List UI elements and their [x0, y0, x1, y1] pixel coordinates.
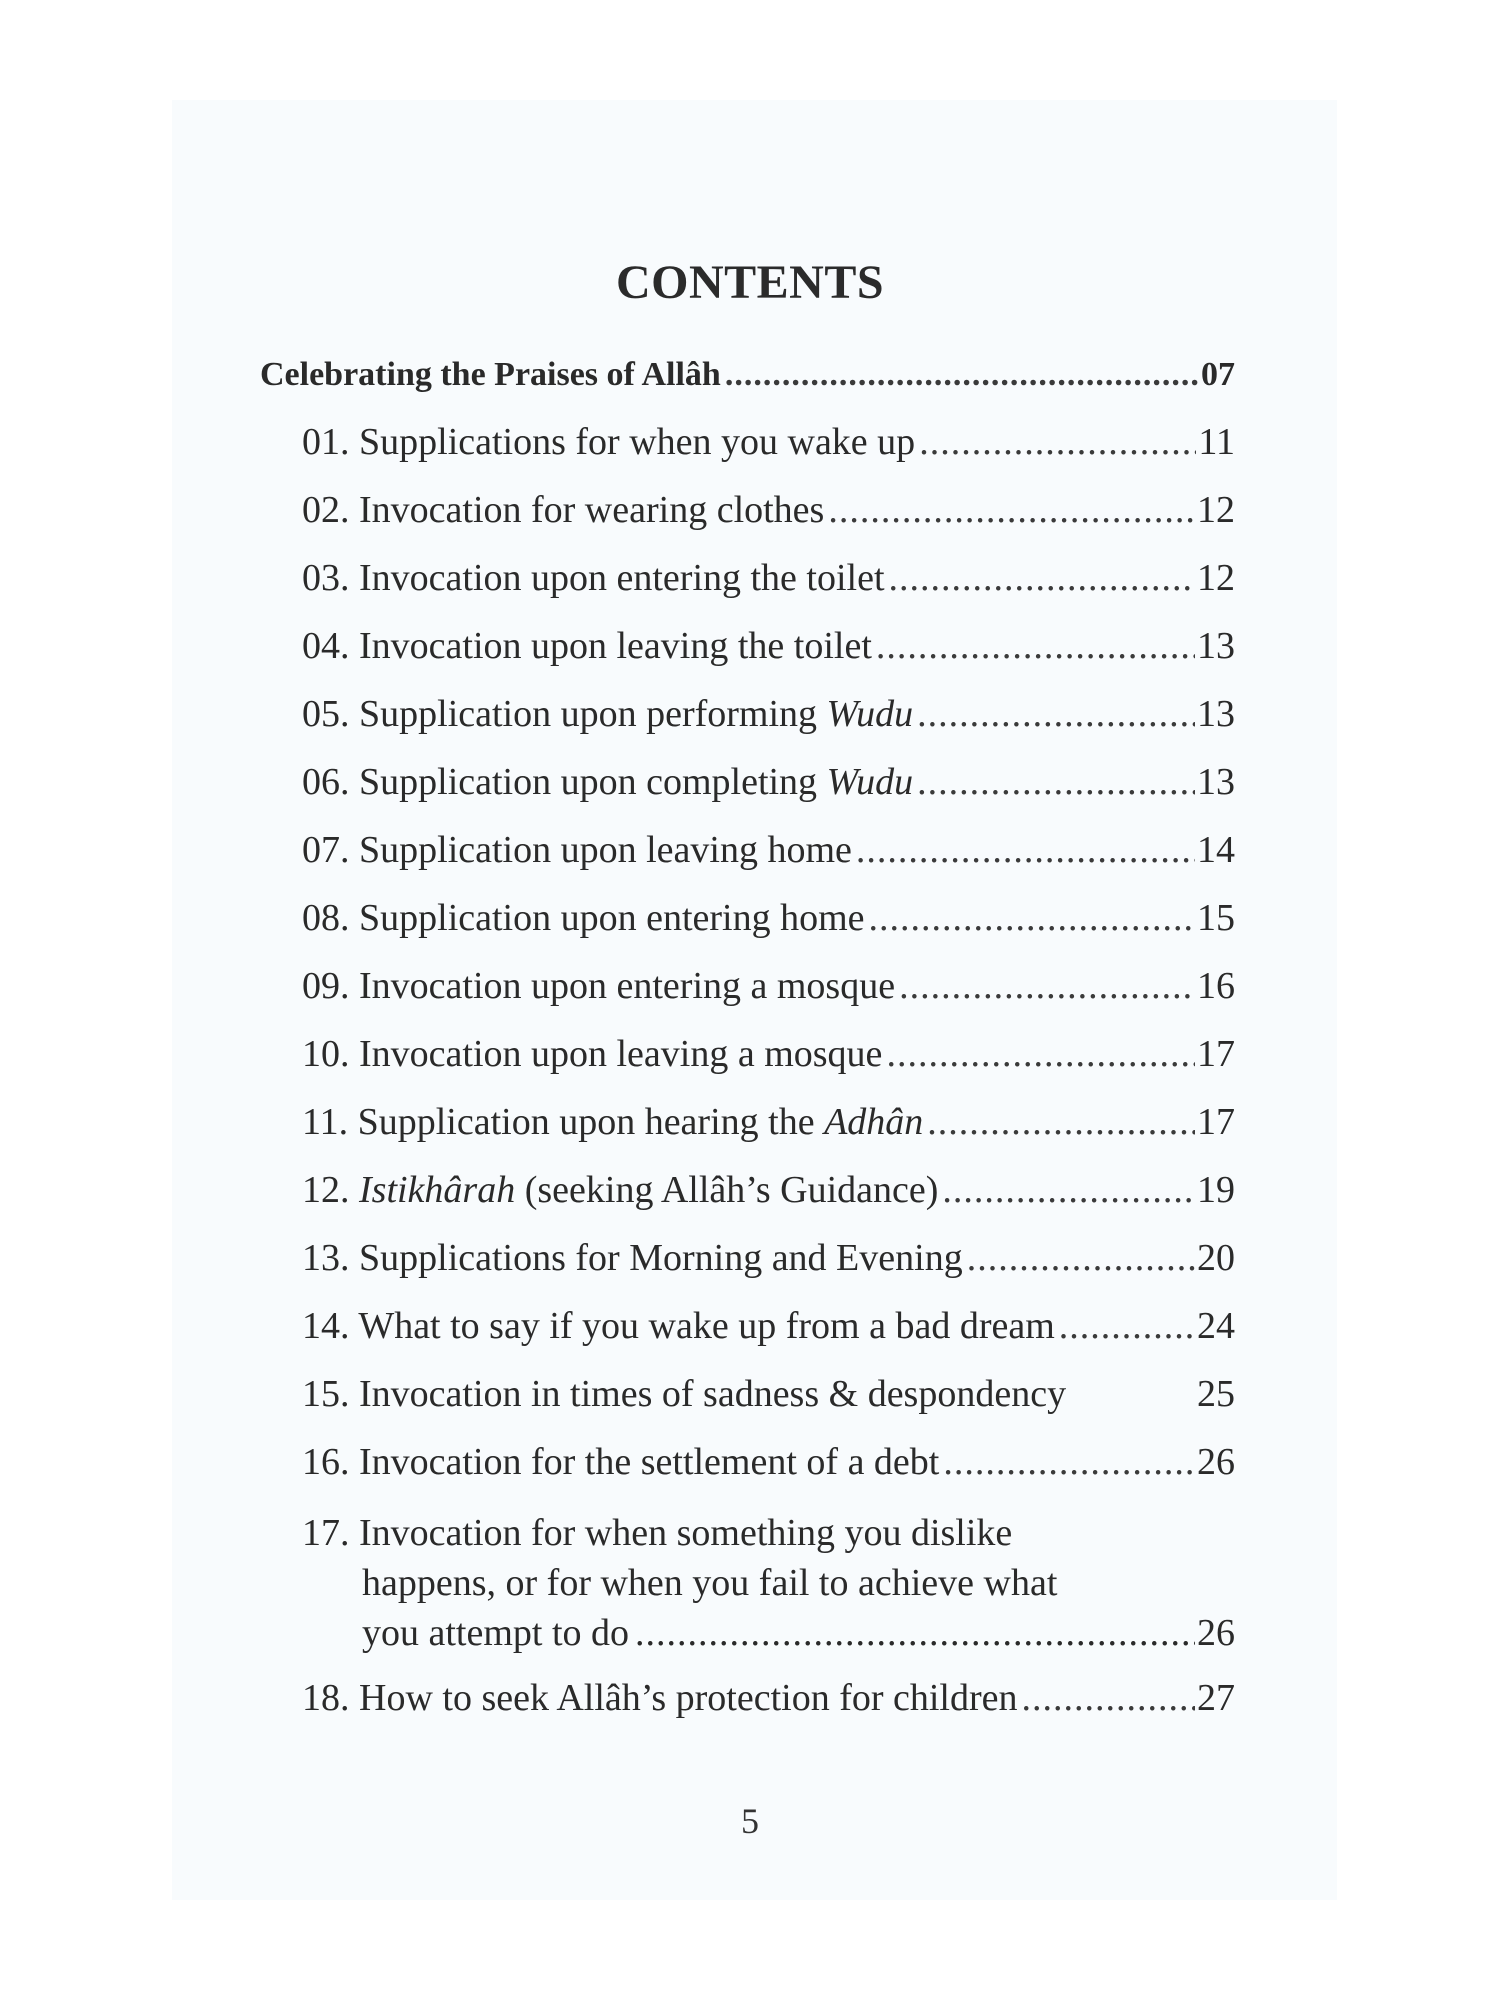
toc-entry-number: 14.	[302, 1305, 350, 1347]
toc-entry-number: 05.	[302, 693, 350, 735]
toc-leader-dots	[917, 763, 1195, 801]
toc-page-number: 13	[1197, 761, 1235, 803]
toc-entry-title: Supplications for Morning and Evening	[359, 1237, 963, 1279]
toc-entry-title: Invocation for the settlement of a debt	[359, 1441, 940, 1483]
contents-heading: CONTENTS	[615, 256, 885, 309]
toc-entry	[302, 1375, 1235, 1413]
toc-entry-italic-term: Wudu	[826, 693, 914, 735]
toc-page-number: 15	[1197, 897, 1235, 939]
toc-entry-multiline	[302, 1511, 1235, 1661]
toc-page-number: 14	[1197, 829, 1235, 871]
toc-entry-number: 07.	[302, 829, 350, 871]
toc-entry-title: Invocation upon entering a mosque	[359, 965, 896, 1007]
toc-leader-dots	[1059, 1307, 1195, 1345]
toc-entry-title-line: Invocation for when something you dislike	[359, 1512, 1013, 1554]
toc-page-number: 26	[1197, 1441, 1235, 1483]
toc-page-number: 13	[1197, 625, 1235, 667]
toc-page-number: 19	[1197, 1169, 1235, 1211]
toc-entry-number: 11.	[302, 1101, 349, 1143]
toc-entry	[302, 1307, 1235, 1345]
toc-entry-number: 15.	[302, 1373, 350, 1415]
toc-entry-number: 12.	[302, 1169, 350, 1211]
toc-page-number: 25	[1197, 1373, 1235, 1415]
toc-page-number: 13	[1197, 693, 1235, 735]
toc-entry-number: 13.	[302, 1237, 350, 1279]
toc-entry-title: Invocation in times of sadness & despondency	[359, 1373, 1067, 1415]
toc-leader-dots	[942, 1171, 1195, 1209]
toc-entry	[302, 559, 1235, 597]
toc-leader-dots	[1022, 1679, 1195, 1717]
toc-leader-dots	[886, 1035, 1195, 1073]
toc-leader-dots	[899, 967, 1195, 1005]
toc-page-number: 27	[1197, 1677, 1235, 1719]
toc-page-number: 16	[1197, 965, 1235, 1007]
toc-entry-title: Invocation upon entering the toilet	[359, 557, 885, 599]
toc-entry-title: Supplication upon hearing the	[357, 1101, 815, 1143]
toc-entry-title: Supplication upon leaving home	[359, 829, 852, 871]
toc-leader-dots	[919, 423, 1196, 461]
toc-entry	[302, 831, 1235, 869]
toc-entry-title: How to seek Allâh’s protection for children	[359, 1677, 1018, 1719]
toc-leader-dots	[967, 1239, 1195, 1277]
toc-entry-number: 03.	[302, 557, 350, 599]
toc-leader-dots	[943, 1443, 1195, 1481]
toc-entry	[302, 1035, 1235, 1073]
toc-entry-title: Invocation upon leaving a mosque	[359, 1033, 883, 1075]
toc-entry-title-line: happens, or for when you fail to achieve what	[362, 1562, 1058, 1604]
toc-page-number: 17	[1197, 1101, 1235, 1143]
toc-page-number: 20	[1197, 1237, 1235, 1279]
toc-leader-dots	[828, 491, 1195, 529]
toc-entry-italic-term: Adhân	[824, 1101, 924, 1143]
toc-entry-number: 08.	[302, 897, 350, 939]
toc-leader-dots	[725, 358, 1199, 392]
toc-page-number: 11	[1198, 421, 1235, 463]
toc-entry	[302, 1239, 1235, 1277]
toc-entry-title: Supplications for when you wake up	[359, 421, 916, 463]
toc-entry	[302, 1103, 1235, 1141]
toc-entry-number: 16.	[302, 1441, 350, 1483]
toc-entry-number: 18.	[302, 1677, 350, 1719]
toc-section-entry	[260, 358, 1235, 392]
toc-entry	[302, 1443, 1235, 1481]
toc-page-number: 07	[1201, 356, 1235, 393]
toc-entry	[302, 967, 1235, 1005]
toc-entry-italic-term: Wudu	[826, 761, 914, 803]
toc-leader-dots	[876, 627, 1195, 665]
toc-page-number: 24	[1197, 1305, 1235, 1347]
toc-entry	[302, 1679, 1235, 1717]
toc-page-number: 12	[1197, 557, 1235, 599]
toc-leader-dots	[869, 899, 1195, 937]
toc-entry-italic-term: Istikhârah	[359, 1169, 516, 1211]
toc-page-number: 26	[1197, 1612, 1235, 1654]
toc-leader-dots	[856, 831, 1195, 869]
toc-entry-title: Invocation upon leaving the toilet	[359, 625, 872, 667]
toc-section-title: Celebrating the Praises of Allâh	[260, 356, 721, 393]
toc-page-number: 17	[1197, 1033, 1235, 1075]
toc-leader-dots	[927, 1103, 1195, 1141]
toc-entry-number: 06.	[302, 761, 350, 803]
toc-entry	[302, 1171, 1235, 1209]
toc-entry-number: 04.	[302, 625, 350, 667]
toc-leader-dots	[917, 695, 1195, 733]
toc-leader-dots	[635, 1611, 1195, 1655]
toc-entry-title: Invocation for wearing clothes	[359, 489, 825, 531]
toc-entry-title-line: you attempt to do	[362, 1612, 630, 1654]
toc-entry	[302, 899, 1235, 937]
toc-entry-title: Supplication upon entering home	[359, 897, 865, 939]
toc-entry-number: 01.	[302, 421, 350, 463]
toc-leader-dots	[889, 559, 1195, 597]
toc-entry	[302, 627, 1235, 665]
toc-entry-number: 02.	[302, 489, 350, 531]
toc-entry-number: 17.	[302, 1512, 350, 1554]
toc-page-number: 12	[1197, 489, 1235, 531]
toc-entry-title: What to say if you wake up from a bad dream	[358, 1305, 1055, 1347]
toc-entry	[302, 763, 1235, 801]
toc-entry	[302, 423, 1235, 461]
page-number: 5	[741, 1801, 759, 1841]
toc-entry	[302, 695, 1235, 733]
toc-entry-title: Supplication upon completing	[359, 761, 818, 803]
toc-entry-title: (seeking Allâh’s Guidance)	[524, 1169, 939, 1211]
toc-entry	[302, 491, 1235, 529]
toc-entry-number: 10.	[302, 1033, 350, 1075]
toc-entry-title: Supplication upon performing	[359, 693, 818, 735]
toc-entry-number: 09.	[302, 965, 350, 1007]
